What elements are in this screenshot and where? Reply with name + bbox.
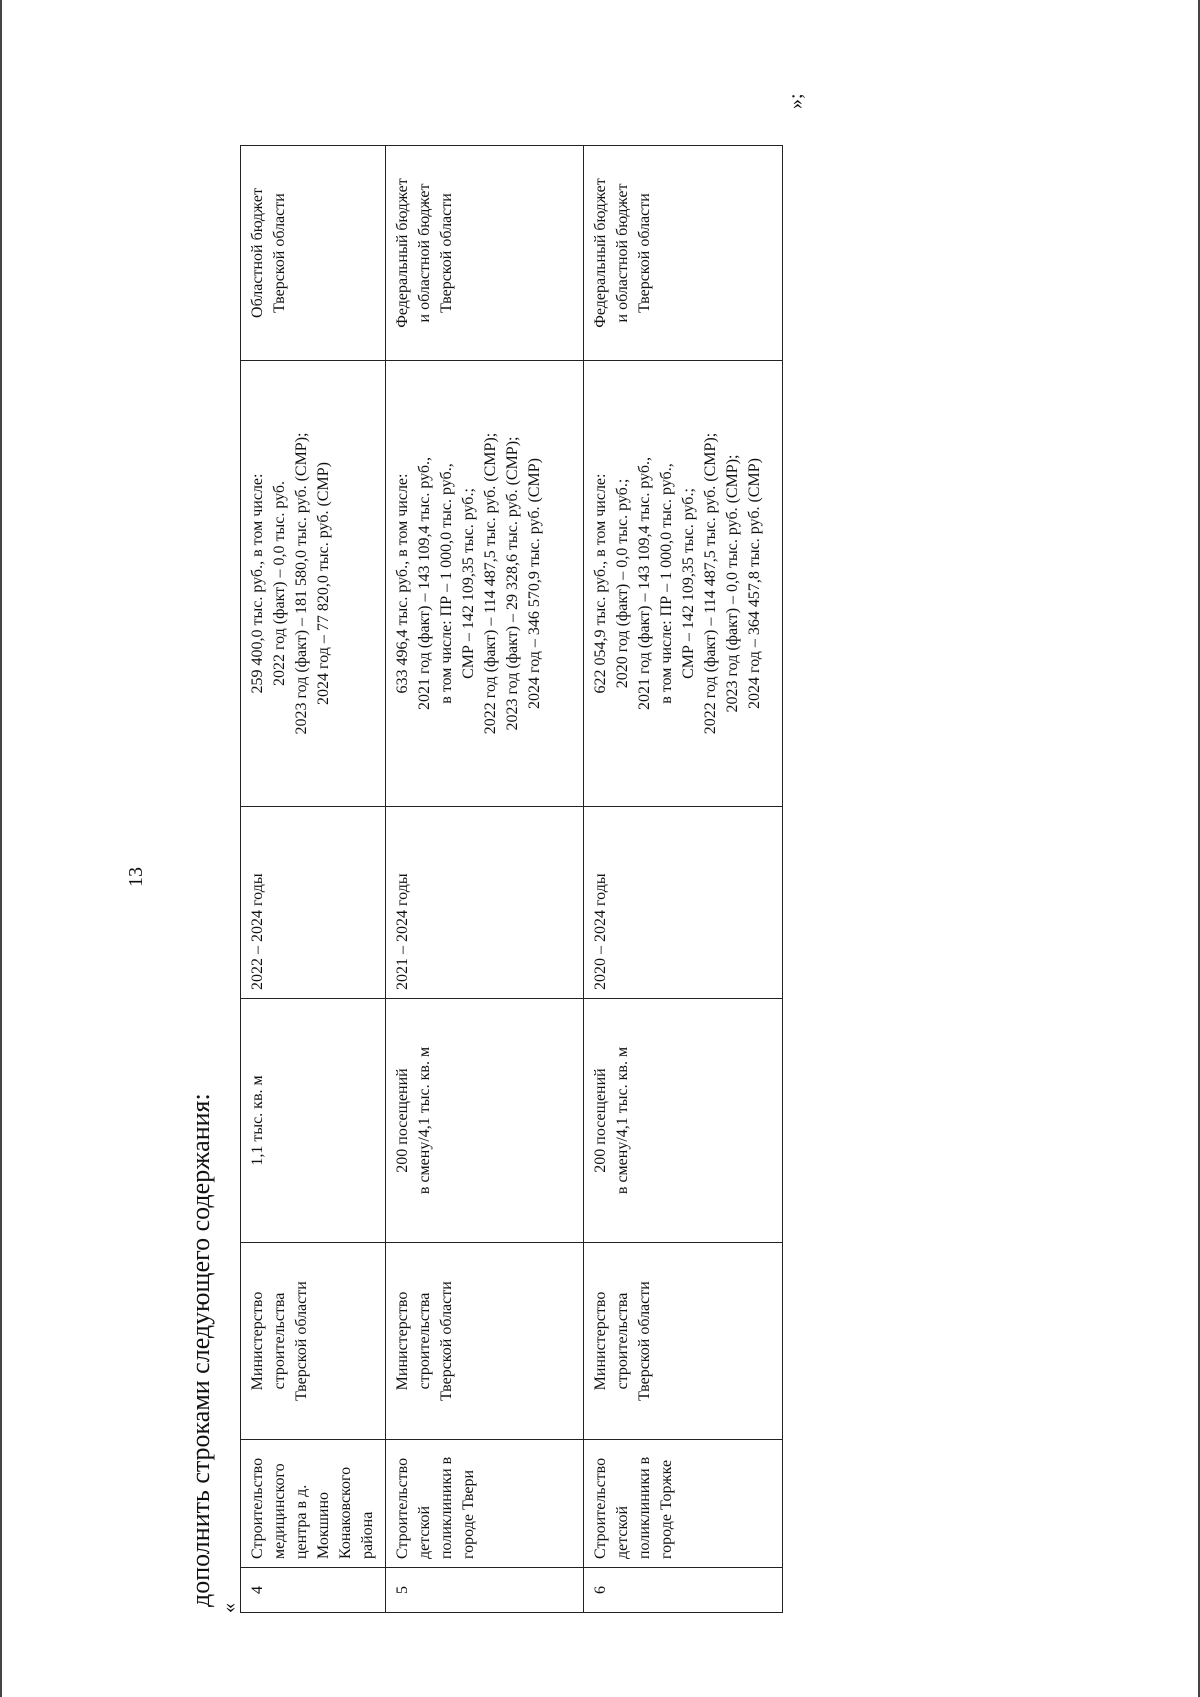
capacity-line: в смену/4,1 тыс. кв. м [416,1046,433,1195]
funding-line: Тверской области [636,193,653,313]
cost-line: 259 400,0 тыс. руб., в том числе: [249,473,266,694]
cost-line: 2023 год (факт) – 181 580,0 тыс. руб. (СМР); [293,432,310,735]
customer-cell [584,1243,783,1440]
customer-line: строительства [271,1292,288,1390]
cost-line: 2024 год – 364 457,8 тыс. руб. (СМР) [746,458,763,709]
funding-source-cell [241,146,386,361]
table-row [241,146,386,1613]
capacity-line: в смену/4,1 тыс. кв. м [614,1046,631,1195]
capacity-cell [241,999,386,1243]
objects-table [240,145,783,1613]
capacity-cell [584,999,783,1243]
period-cell: 2022 – 2024 годы [241,807,386,999]
cost-line: 633 496,4 тыс. руб., в том числе: [394,473,411,694]
object-name: Строительство детской поликлиники в городе Твери [386,1440,584,1568]
cost-line: 2022 год (факт) – 0,0 тыс. руб. [271,480,288,687]
funding-line: Тверской области [438,193,455,313]
cost-cell [584,361,783,807]
cost-line: 2024 год – 77 820,0 тыс. руб. (СМР) [315,462,332,705]
cost-line: 2021 год (факт) – 143 109,4 тыс. руб., [636,456,653,711]
cost-line: 2022 год (факт) – 114 487,5 тыс. руб. (СМР); [482,432,499,735]
cost-line: СМР – 142 109,35 тыс. руб.; [460,488,477,679]
period-cell: 2020 – 2024 годы [584,807,783,999]
funding-line: Федеральный бюджет [394,178,411,328]
open-quote: « [218,1603,240,1613]
customer-line: Тверской области [636,1281,653,1401]
customer-line: Министерство [394,1291,411,1391]
cost-line: в том числе: ПР – 1 000,0 тыс. руб., [438,463,455,704]
cost-line: 2020 год (факт) – 0,0 тыс. руб.; [614,478,631,689]
cost-line: 2023 год (факт) – 0,0 тыс. руб. (СМР); [724,454,741,713]
customer-line: Министерство [592,1291,609,1391]
funding-source-cell [584,146,783,361]
funding-source-cell [386,146,584,361]
table-row [584,146,783,1613]
row-number: 4 [241,1568,386,1613]
row-number: 6 [584,1568,783,1613]
customer-cell [241,1243,386,1440]
page-number: 13 [125,867,147,887]
cost-line: 2023 год (факт) – 29 328,6 тыс. руб. (СМР); [504,436,521,731]
customer-line: Тверской области [438,1281,455,1401]
period-cell: 2021 – 2024 годы [386,807,584,999]
funding-line: и областной бюджет [416,183,433,323]
cost-cell [241,361,386,807]
cost-line: 2024 год – 346 570,9 тыс. руб. (СМР) [526,458,543,709]
customer-line: Министерство [249,1291,266,1391]
customer-line: строительства [614,1292,631,1390]
object-name: Строительство медицинского центра в д. Мокшино Конаковского района [241,1440,386,1568]
intro-text: дополнить строками следующего содержания: [186,1093,215,1607]
funding-line: Федеральный бюджет [592,178,609,328]
cost-line: 2021 год (факт) – 143 109,4 тыс. руб., [416,456,433,711]
object-name: Строительство детской поликлиники в городе Торжке [584,1440,783,1568]
capacity-cell [386,999,584,1243]
customer-line: строительства [416,1292,433,1390]
cost-line: в том числе: ПР – 1 000,0 тыс. руб., [658,463,675,704]
funding-line: и областной бюджет [614,183,631,323]
customer-line: Тверской области [293,1281,310,1401]
cost-line: 622 054,9 тыс. руб., в том числе: [592,473,609,694]
cost-line: СМР – 142 109,35 тыс. руб.; [680,488,697,679]
capacity-line: 200 посещений [592,1068,609,1173]
close-quote: »; [785,93,807,109]
row-number: 5 [386,1568,584,1613]
funding-line: Областной бюджет [249,188,266,318]
capacity-line: 200 посещений [394,1068,411,1173]
table-row [386,146,584,1613]
funding-line: Тверской области [271,193,288,313]
cost-cell [386,361,584,807]
capacity-line: 1,1 тыс. кв. м [249,1075,266,1166]
cost-line: 2022 год (факт) – 114 487,5 тыс. руб. (СМР); [702,432,719,735]
customer-cell [386,1243,584,1440]
